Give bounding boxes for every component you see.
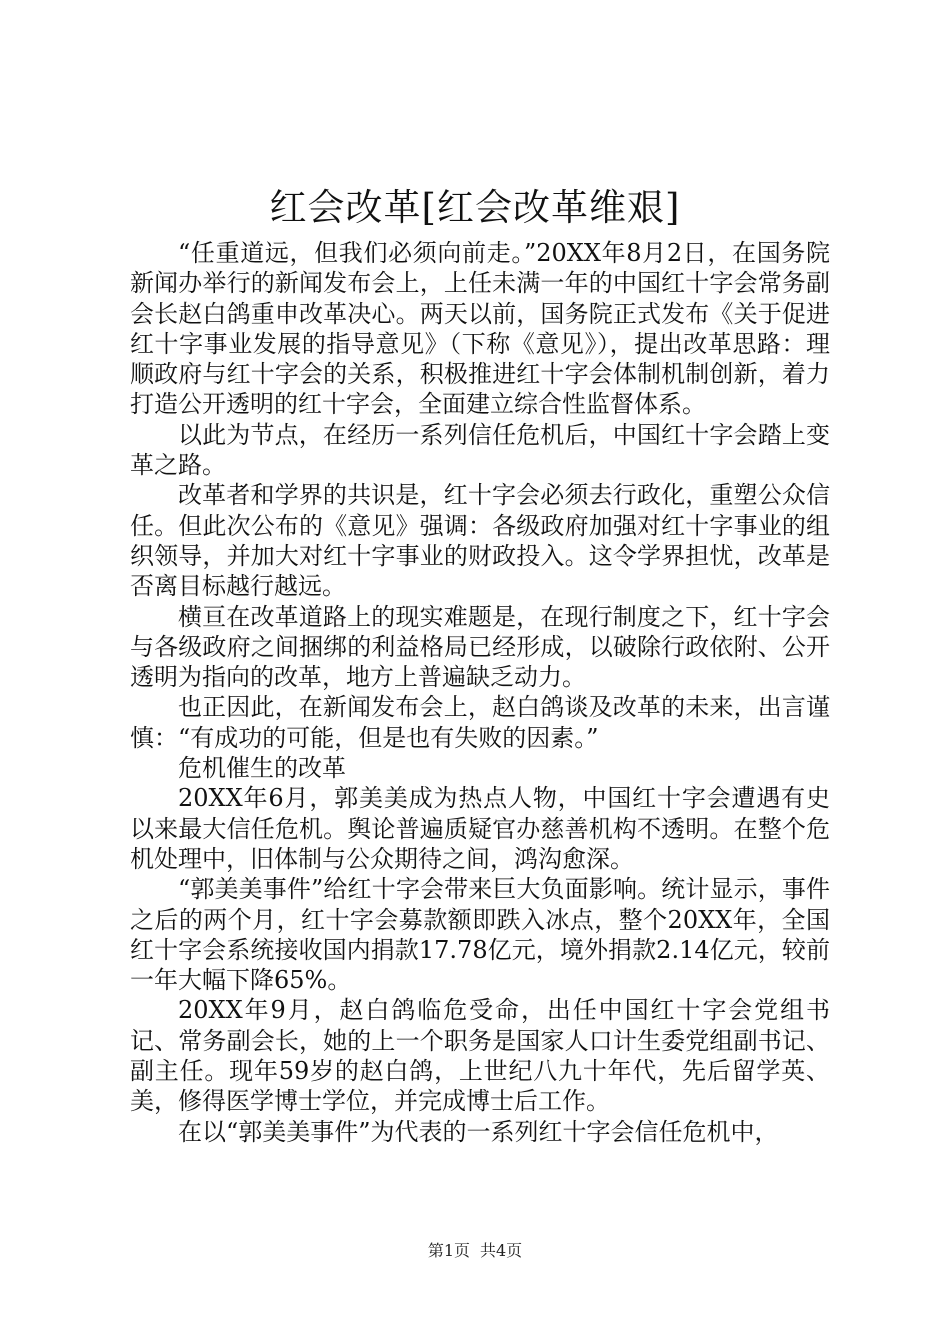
paragraph: 改革者和学界的共识是，红十字会必须去行政化，重塑公众信任。但此次公布的《意见》强调：各级政府加强对红十字事业的组织领导，并加大对红十字事业的财政投入。这令学界担忧，改革是否离目标越行越远。 — [130, 481, 830, 601]
paragraph: 横亘在改革道路上的现实难题是，在现行制度之下，红十字会与各级政府之间捆绑的利益格局已经形成，以破除行政依附、公开透明为指向的改革，地方上普遍缺乏动力。 — [130, 602, 830, 692]
document-body — [130, 238, 830, 1147]
paragraph: 20XX年9月，赵白鸽临危受命，出任中国红十字会党组书记、常务副会长，她的上一个职务是国家人口计生委党组副书记、副主任。现年59岁的赵白鸽，上世纪八九十年代，先后留学英、美，修得医学博士学位，并完成博士后工作。 — [130, 996, 830, 1116]
page-footer — [0, 1240, 950, 1262]
section-heading: 危机催生的改革 — [178, 754, 346, 783]
paragraph: “任重道远，但我们必须向前走。”20XX年8月2日，在国务院新闻办举行的新闻发布会上，上任未满一年的中国红十字会常务副会长赵白鸽重申改革决心。两天以前，国务院正式发布《关于促进红十字事业发展的指导意见》（下称《意见》），提出改革思路：理顺政府与红十字会的关系，积极推进红十字会体制机制创新，着力打造公开透明的红十字会，全面建立综合性监督体系。 — [130, 239, 830, 419]
paragraph: 也正因此，在新闻发布会上，赵白鸽谈及改革的未来，出言谨慎：“有成功的可能，但是也有失败的因素。” — [130, 693, 830, 752]
paragraph: 在以“郭美美事件”为代表的一系列红十字会信任危机中， — [178, 1117, 779, 1146]
paragraph: 以此为节点，在经历一系列信任危机后，中国红十字会踏上变革之路。 — [130, 420, 830, 480]
paragraph: 20XX年6月，郭美美成为热点人物，中国红十字会遭遇有史以来最大信任危机。舆论普遍质疑官办慈善机构不透明。在整个危机处理中，旧体制与公众期待之间，鸿沟愈深。 — [130, 784, 830, 873]
document-title: 红会改革[红会改革维艰] — [269, 186, 681, 229]
page-number: 第1页 — [427, 1241, 470, 1260]
page-total: 共4页 — [480, 1241, 523, 1260]
paragraph: “郭美美事件”给红十字会带来巨大负面影响。统计显示，事件之后的两个月，红十字会募款额即跌入冰点，整个20XX年，全国红十字会系统接收国内捐款17.78亿元，境外捐款2.14亿元，较前一年大幅下降65%。 — [130, 875, 830, 995]
